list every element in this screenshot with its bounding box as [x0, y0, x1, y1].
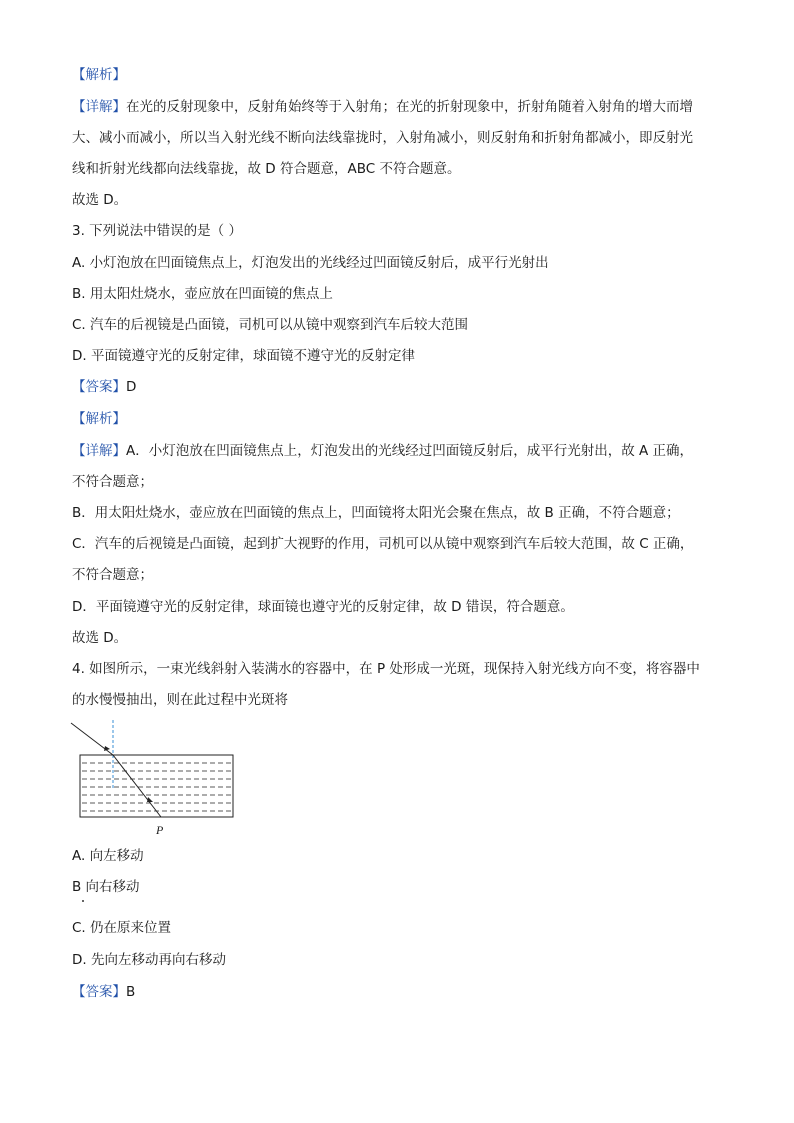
line-text: 线和折射光线都向法线靠拢，故 D 符合题意，ABC 不符合题意。 — [72, 161, 461, 177]
option-a — [72, 846, 732, 866]
detail-line — [72, 441, 732, 461]
line-text: B — [126, 984, 136, 1000]
question-4-stem — [72, 659, 732, 679]
line-text: 4. 如图所示，一束光线斜射入装满水的容器中，在 P 处形成一光斑，现保持入射光线方向不变，将容器中 — [72, 661, 700, 677]
line-text: D — [126, 379, 137, 395]
line-text: D．平面镜遵守光的反射定律，球面镜也遵守光的反射定律，故 D 错误，符合题意。 — [72, 599, 574, 615]
line-text: 3. 下列说法中错误的是（ ） — [72, 223, 242, 239]
line-text: C. 仍在原来位置 — [72, 920, 172, 936]
option-c — [72, 315, 732, 335]
analysis-heading — [72, 409, 732, 429]
line-text: 故选 D。 — [72, 630, 128, 646]
line-text: 在光的反射现象中，反射角始终等于入射角；在光的折射现象中，折射角随着入射角的增大而增 — [126, 99, 693, 115]
line-text: 故选 D。 — [72, 192, 128, 208]
option-d — [72, 950, 732, 970]
detail-line — [72, 565, 732, 585]
line-text: 不符合题意； — [72, 474, 153, 490]
detail-line — [72, 97, 732, 117]
detail-line — [72, 472, 732, 492]
line-text: A．小灯泡放在凹面镜焦点上，灯泡发出的光线经过凹面镜反射后，成平行光射出，故 A 正确， — [126, 443, 694, 459]
option-d — [72, 346, 732, 366]
detail-line — [72, 503, 732, 523]
refracted-ray — [113, 755, 161, 817]
detail-line — [72, 128, 732, 148]
stray-dot — [82, 900, 84, 902]
option-c — [72, 918, 732, 938]
line-text: A. 向左移动 — [72, 848, 144, 864]
tag-label: 【详解】 — [72, 443, 126, 459]
line-text: 大、减小而减小，所以当入射光线不断向法线靠拢时，入射角减小，则反射角和折射角都减小，即反射光 — [72, 130, 693, 146]
line-text: B. 用太阳灶烧水，壶应放在凹面镜的焦点上 — [72, 286, 333, 302]
option-a — [72, 253, 732, 273]
answer-line — [72, 982, 732, 1002]
tag-label: 【解析】 — [72, 67, 126, 83]
line-text: C．汽车的后视镜是凸面镜，起到扩大视野的作用，司机可以从镜中观察到汽车后较大范围，故 C 正确， — [72, 536, 694, 552]
line-text: B 向右移动 — [72, 879, 140, 895]
line-text: A. 小灯泡放在凹面镜焦点上，灯泡发出的光线经过凹面镜反射后，成平行光射出 — [72, 255, 549, 271]
refraction-figure — [68, 718, 243, 840]
line-text: 不符合题意； — [72, 567, 153, 583]
detail-line — [72, 597, 732, 617]
detail-line — [72, 534, 732, 554]
point-p-label: P — [156, 823, 164, 837]
line-text: 的水慢慢抽出，则在此过程中光斑将 — [72, 692, 288, 708]
tag-label: 【答案】 — [72, 379, 126, 395]
water-lines — [82, 763, 231, 811]
incident-ray — [71, 723, 113, 755]
option-b — [72, 284, 732, 304]
detail-line — [72, 159, 732, 179]
tag-label: 【详解】 — [72, 99, 126, 115]
line-text: B．用太阳灶烧水，壶应放在凹面镜的焦点上，凹面镜将太阳光会聚在焦点，故 B 正确，不符合题意； — [72, 505, 680, 521]
choice-conclusion — [72, 628, 732, 648]
choice-conclusion — [72, 190, 732, 210]
question-4-stem-cont — [72, 690, 732, 710]
line-text: D. 先向左移动再向右移动 — [72, 952, 226, 968]
question-3-stem — [72, 221, 732, 241]
analysis-heading — [72, 65, 732, 85]
option-b — [72, 877, 732, 897]
line-text: C. 汽车的后视镜是凸面镜，司机可以从镜中观察到汽车后较大范围 — [72, 317, 469, 333]
tag-label: 【答案】 — [72, 984, 126, 1000]
arrow-head-icon — [147, 797, 153, 802]
line-text: D. 平面镜遵守光的反射定律，球面镜不遵守光的反射定律 — [72, 348, 415, 364]
container — [80, 755, 233, 817]
answer-line — [72, 377, 732, 397]
tag-label: 【解析】 — [72, 411, 126, 427]
